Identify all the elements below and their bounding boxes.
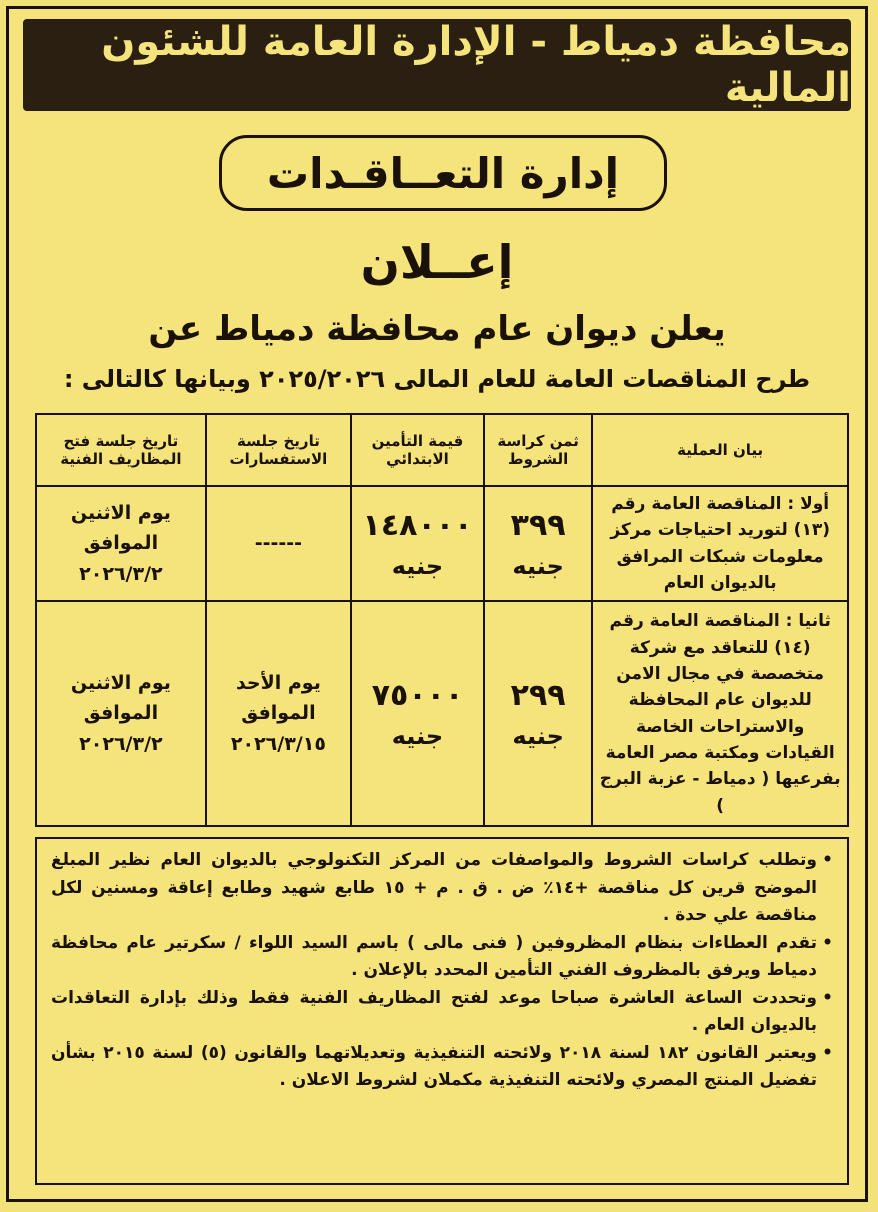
booklet-currency: جنيه <box>512 722 564 751</box>
opening-date-cell <box>36 601 206 826</box>
header-banner <box>23 19 851 111</box>
tender-description: أولا : المناقصة العامة رقم (١٣) لتوريد احتياجات مركز معلومات شبكات المرافق بالديوان العام <box>592 486 848 601</box>
announcement-heading: إعــلان <box>360 235 514 289</box>
department-title: إدارة التعــاقـدات <box>266 148 620 198</box>
inquiry-date: ٢٠٢٦/٣/١٥ <box>230 732 326 755</box>
booklet-price: ٢٩٩ <box>510 678 566 714</box>
header-inquiry-date: تاريخ جلسة الاستفسارات <box>206 414 351 486</box>
inquiry-day: ------ <box>254 532 303 555</box>
insurance-cell <box>351 601 484 826</box>
insurance-currency: جنيه <box>391 722 444 751</box>
opening-label: الموافق <box>83 702 159 725</box>
inquiry-date-cell <box>206 486 351 601</box>
tender-description: ثانيا : المناقصة العامة رقم (١٤) للتعاقد مع شركة متخصصة في مجال الامن للديوان عام المحافظة والاستراحات الخاصة القيادات ومكتبة مصر العامة بفرعيها ( دمياط - عزبة البرج ) <box>592 601 848 826</box>
announcement-subheading: يعلن ديوان عام محافظة دمياط عن <box>148 309 726 349</box>
opening-day: يوم الاثنين <box>70 502 171 525</box>
table-row <box>36 601 848 826</box>
header-opening-date: تاريخ جلسة فتح المظاريف الفنية <box>36 414 206 486</box>
table-header-row <box>36 414 848 486</box>
insurance-value: ٧٥٠٠٠ <box>371 678 464 714</box>
announcement-intro: طرح المناقصات العامة للعام المالى ٢٠٢٥/٢٠٢٦ وبيانها كالتالى : <box>63 365 811 393</box>
department-title-box <box>219 135 667 211</box>
inquiry-date-cell <box>206 601 351 826</box>
header-insurance: قيمة التأمين الابتدائي <box>351 414 484 486</box>
insurance-cell <box>351 486 484 601</box>
banner-title: محافظة دمياط - الإدارة العامة للشئون المالية <box>101 19 851 111</box>
tenders-table <box>35 413 849 827</box>
opening-date-cell <box>36 486 206 601</box>
conditions-list <box>51 847 831 1095</box>
opening-day: يوم الاثنين <box>70 672 171 695</box>
header-description: بيان العملية <box>592 414 848 486</box>
table-row <box>36 486 848 601</box>
conditions-box <box>35 837 849 1185</box>
booklet-currency: جنيه <box>512 552 564 581</box>
inquiry-day: يوم الأحد <box>235 672 321 695</box>
opening-date: ٢٠٢٦/٣/٢ <box>79 562 163 585</box>
header-booklet-price: ثمن كراسة الشروط <box>484 414 592 486</box>
booklet-price: ٣٩٩ <box>510 508 566 544</box>
list-item: • وتحددت الساعة العاشرة صباحا موعد لفتح المظاريف الفنية فقط وذلك بإدارة التعاقدات بالديوان العام . <box>51 985 817 1040</box>
advertisement-page <box>6 6 868 1202</box>
list-item: • تقدم العطاءات بنظام المظروفين ( فنى مالى ) باسم السيد اللواء / سكرتير عام محافظة دمياط ويرفق بالمظروف الفني التأمين المحدد بالإعلان . <box>51 930 817 985</box>
insurance-currency: جنيه <box>391 552 444 581</box>
booklet-price-cell <box>484 486 592 601</box>
list-item: • وتطلب كراسات الشروط والمواصفات من المركز التكنولوجي بالديوان العام نظير المبلغ الموضح قرين كل مناقصة +١٤٪ ض . ق . م + ١٥ طابع شهيد وطابع إعاقة ومسنين لكل مناقصة علي حدة . <box>51 847 817 930</box>
insurance-value: ١٤٨٠٠٠ <box>362 508 473 544</box>
booklet-price-cell <box>484 601 592 826</box>
list-item: • ويعتبر القانون ١٨٢ لسنة ٢٠١٨ ولائحته التنفيذية وتعديلاتهما والقانون (٥) لسنة ٢٠١٥ بشأن تفضيل المنتج المصري ولائحته التنفيذية مكملان لشروط الاعلان . <box>51 1040 817 1095</box>
inquiry-label: الموافق <box>241 702 316 725</box>
opening-date: ٢٠٢٦/٣/٢ <box>79 732 163 755</box>
opening-label: الموافق <box>83 532 159 555</box>
